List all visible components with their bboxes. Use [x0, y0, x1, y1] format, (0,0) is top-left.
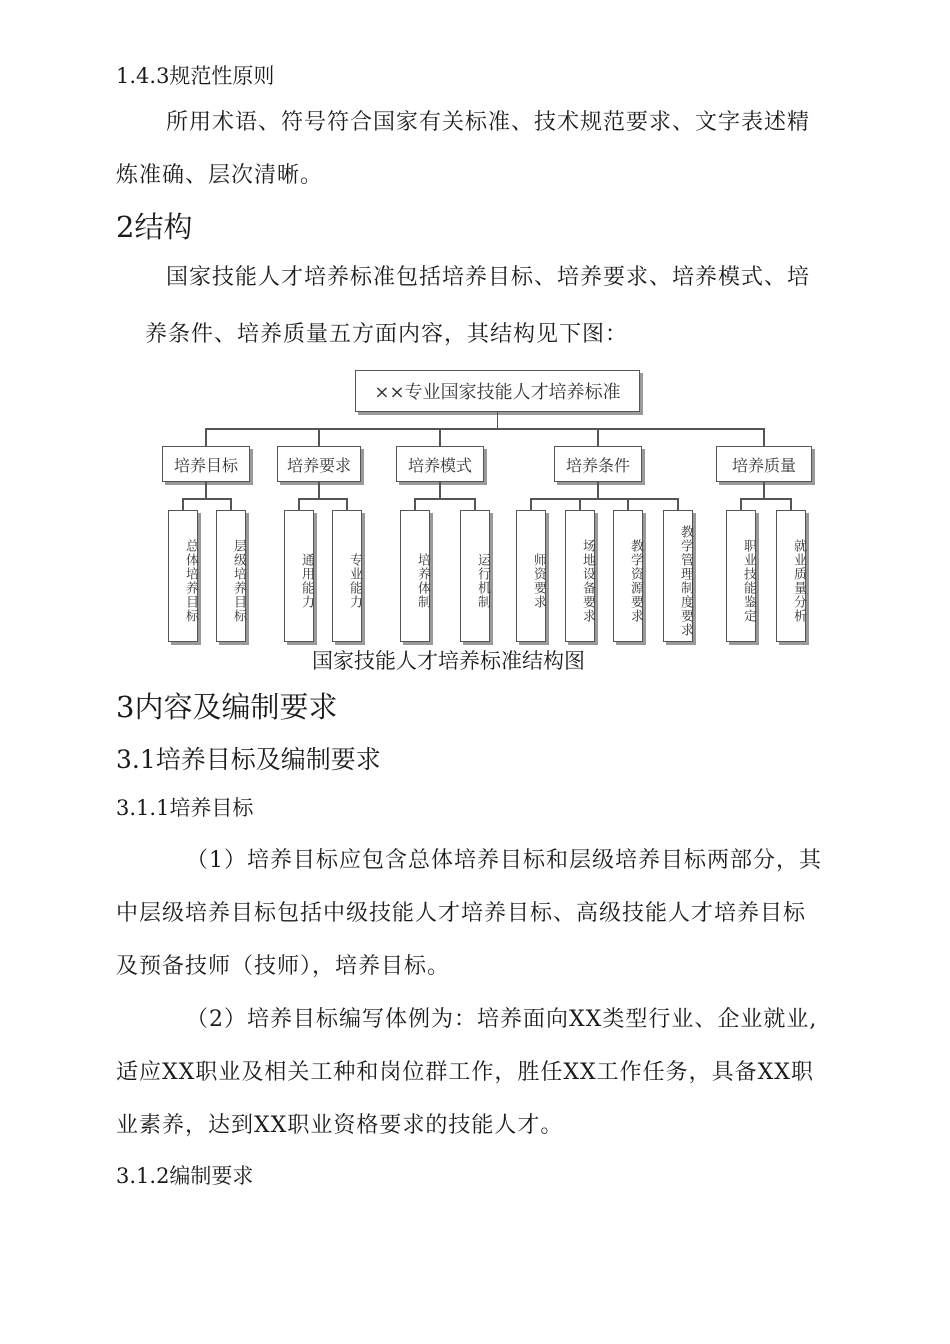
diagram-leaf-box: 就业质量分析: [776, 510, 806, 642]
paragraph-line: （1）培养目标应包含总体培养目标和层级培养目标两部分，其: [186, 848, 822, 873]
paragraph-line: （2）培养目标编写体例为：培养面向XX类型行业、企业就业,: [186, 1007, 818, 1032]
connector-line: [299, 498, 347, 500]
paragraph-line: 适应XX职业及相关工种和岗位群工作，胜任XX工作任务，具备XX职: [116, 1060, 814, 1085]
connector-line: [677, 498, 679, 510]
connector-line: [346, 498, 348, 510]
connector-line: [763, 428, 765, 446]
connector-line: [579, 498, 581, 510]
connector-line: [497, 412, 499, 428]
diagram-leaf-box: 总体培养目标: [168, 510, 198, 642]
diagram-group-box: 培养目标: [162, 446, 250, 482]
connector-line: [763, 482, 765, 498]
connector-line: [474, 498, 476, 510]
connector-line: [230, 498, 232, 510]
connector-line: [790, 498, 792, 510]
section-heading-3: 3内容及编制要求: [116, 690, 338, 724]
diagram-root-box: ××专业国家技能人才培养标准: [355, 370, 640, 412]
connector-line: [741, 498, 791, 500]
paragraph-line: 中层级培养目标包括中级技能人才培养目标、高级技能人才培养目标: [116, 901, 807, 926]
connector-line: [206, 428, 764, 430]
diagram-group-box: 培养要求: [277, 446, 361, 482]
connector-line: [531, 498, 678, 500]
connector-line: [597, 428, 599, 446]
diagram-leaf-box: 场地设备要求: [565, 510, 595, 642]
connector-line: [530, 498, 532, 510]
paragraph-line: 所用术语、符号符合国家有关标准、技术规范要求、文字表述精: [166, 110, 811, 135]
connector-line: [298, 498, 300, 510]
paragraph-line: 国家技能人才培养标准包括培养目标、培养要求、培养模式、培: [166, 265, 811, 290]
connector-line: [415, 498, 475, 500]
diagram-leaf-box: 专业能力: [332, 510, 362, 642]
connector-line: [414, 498, 416, 510]
diagram-leaf-box: 培养体制: [400, 510, 430, 642]
section-heading-3-1-1: 3.1.1培养目标: [116, 796, 254, 820]
diagram-group-box: 培养条件: [554, 446, 642, 482]
paragraph-line: 炼准确、层次清晰。: [116, 163, 324, 188]
section-heading-2: 2结构: [116, 210, 193, 244]
section-heading-3-1-2: 3.1.2编制要求: [116, 1164, 254, 1188]
structure-diagram: [150, 362, 830, 652]
diagram-leaf-box: 教学资源要求: [613, 510, 643, 642]
diagram-leaf-box: 师资要求: [516, 510, 546, 642]
connector-line: [627, 498, 629, 510]
connector-line: [318, 428, 320, 446]
connector-line: [740, 498, 742, 510]
diagram-caption: 国家技能人才培养标准结构图: [312, 649, 585, 673]
diagram-group-box: 培养质量: [716, 446, 812, 482]
section-heading-3-1: 3.1培养目标及编制要求: [116, 745, 381, 774]
diagram-leaf-box: 教学管理制度要求: [663, 510, 693, 642]
diagram-leaf-box: 运行机制: [460, 510, 490, 642]
connector-line: [183, 498, 231, 500]
paragraph-line: 及预备技师（技师），培养目标。: [116, 954, 451, 979]
connector-line: [318, 482, 320, 498]
diagram-leaf-box: 层级培养目标: [216, 510, 246, 642]
connector-line: [205, 482, 207, 498]
diagram-leaf-box: 职业技能鉴定: [726, 510, 756, 642]
connector-line: [182, 498, 184, 510]
connector-line: [205, 428, 207, 446]
paragraph-line: 业素养，达到XX职业资格要求的技能人才。: [116, 1113, 564, 1138]
paragraph-line: 养条件、培养质量五方面内容，其结构见下图：: [145, 322, 629, 347]
connector-line: [439, 482, 441, 498]
connector-line: [439, 428, 441, 446]
diagram-leaf-box: 通用能力: [284, 510, 314, 642]
connector-line: [597, 482, 599, 498]
diagram-group-box: 培养模式: [396, 446, 484, 482]
section-heading-1-4-3: 1.4.3规范性原则: [116, 64, 275, 88]
